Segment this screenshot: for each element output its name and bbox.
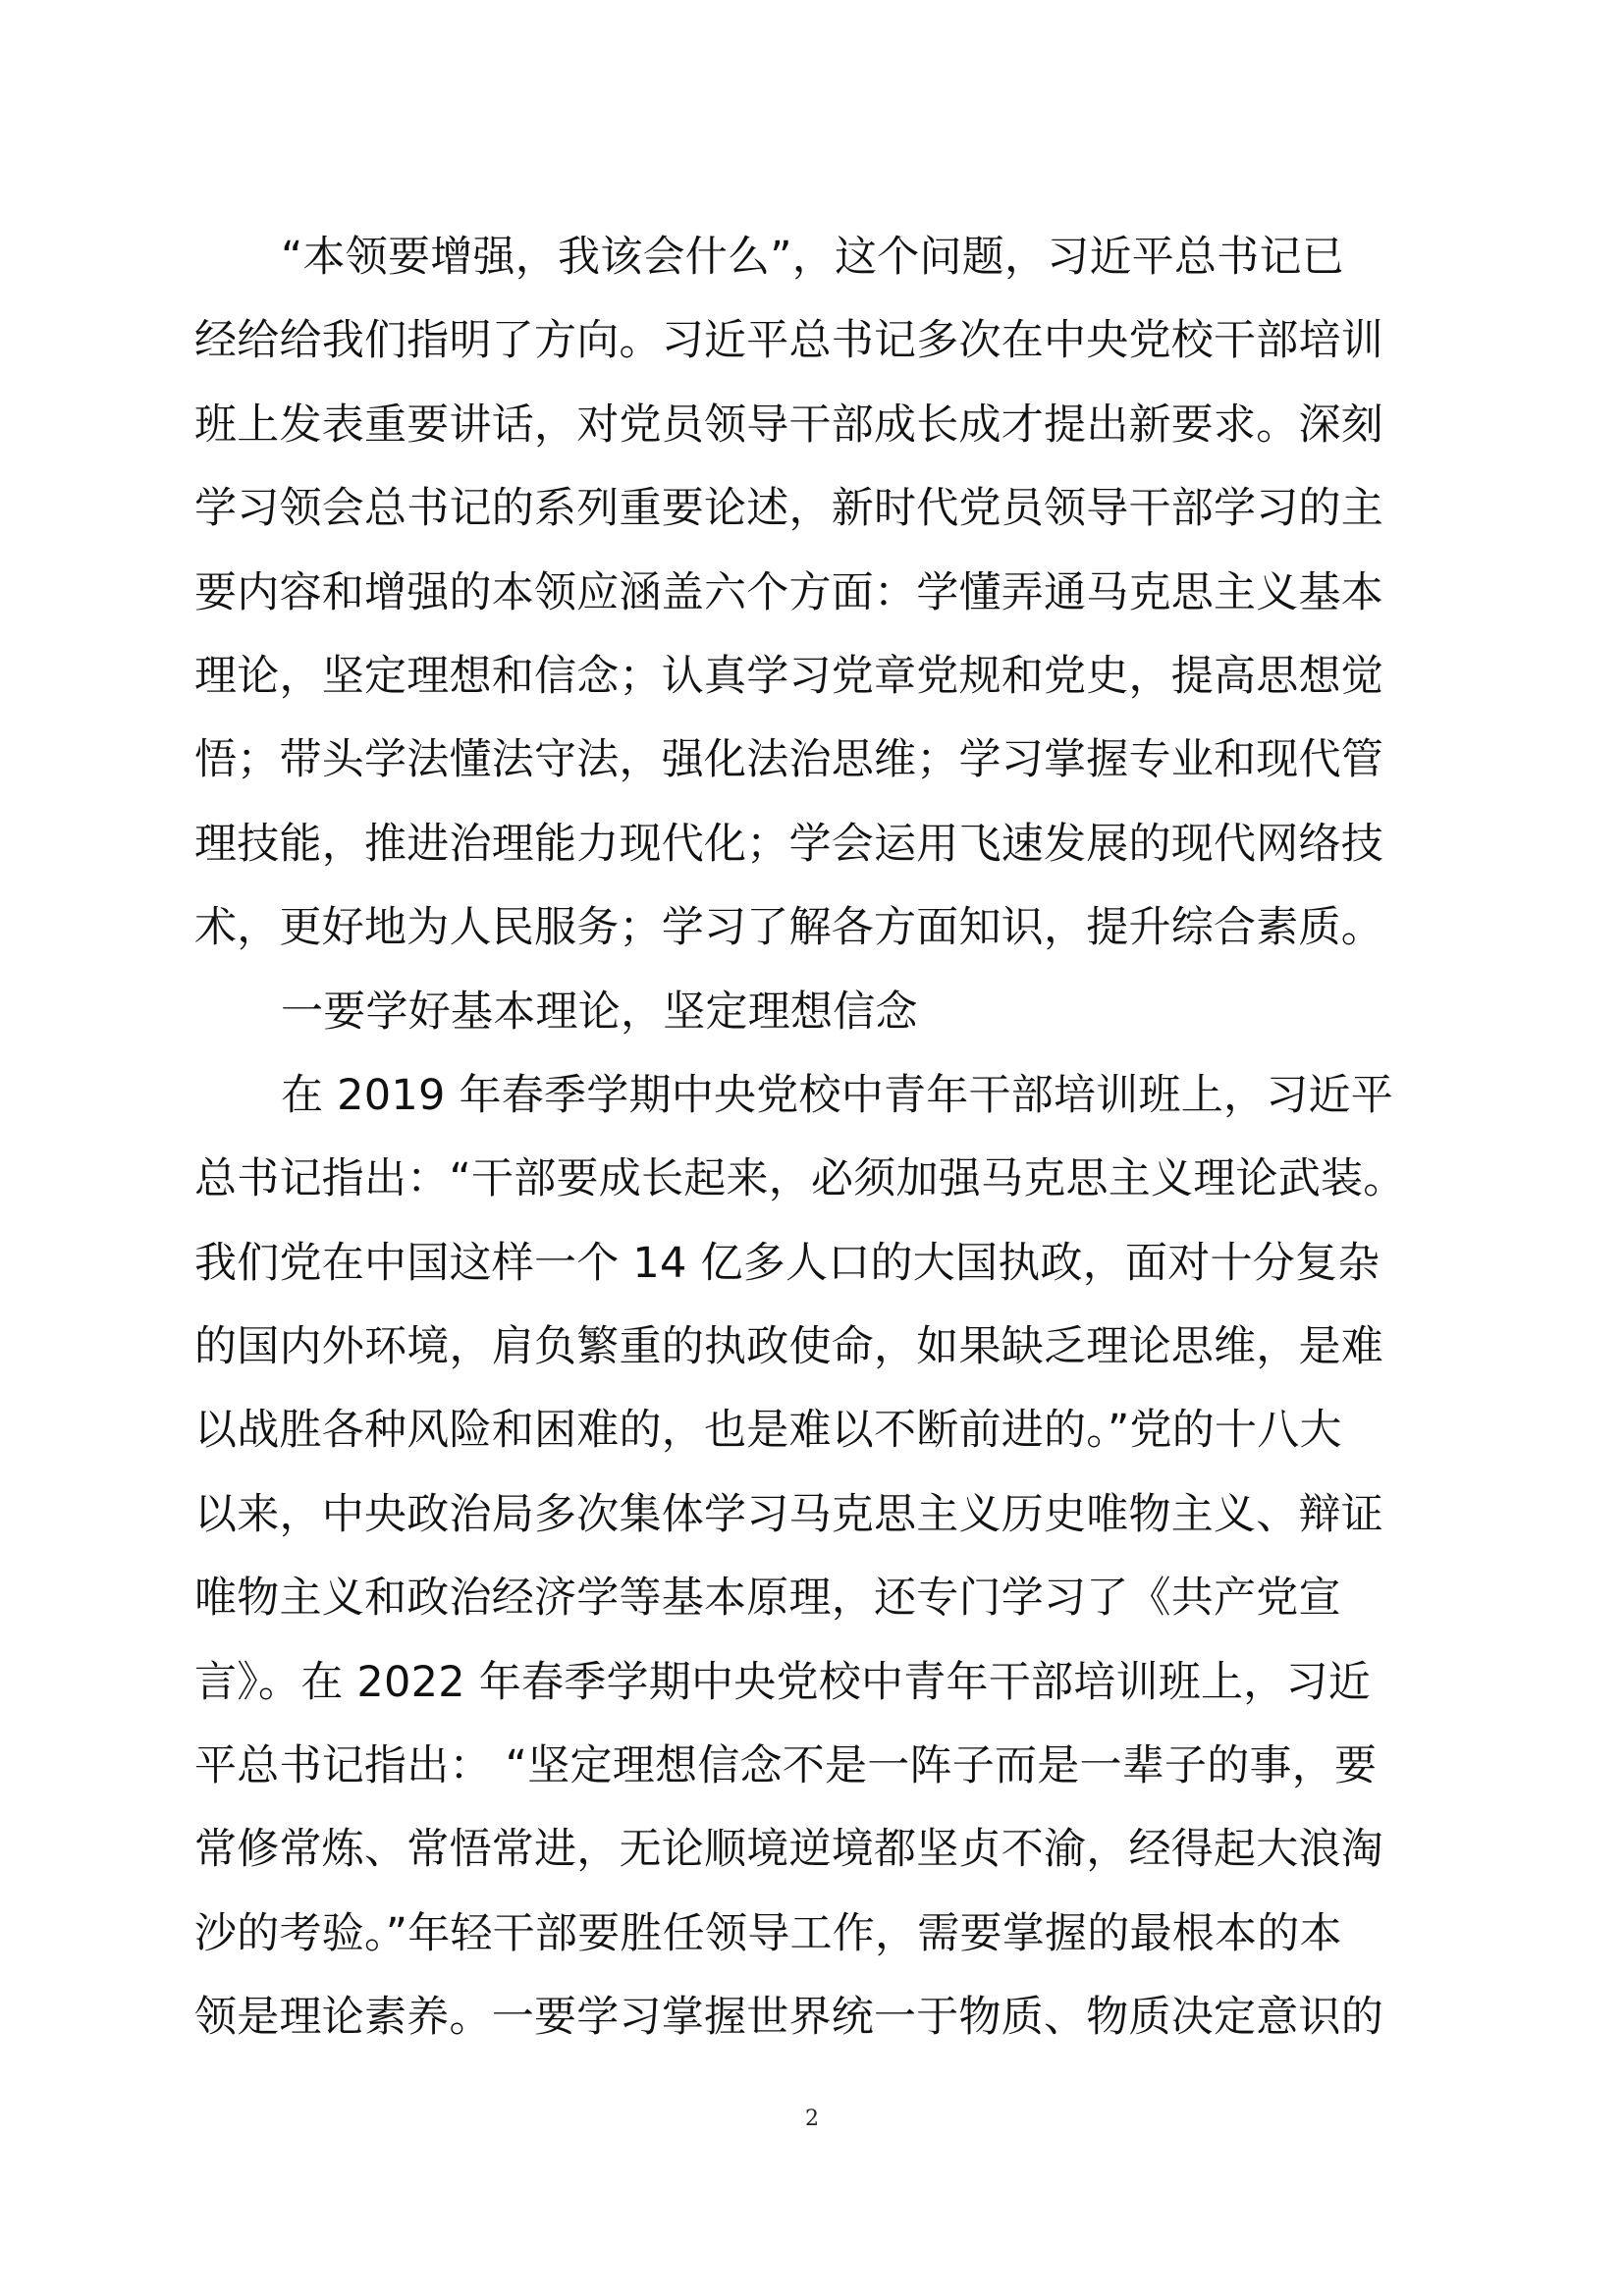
paragraph-line: 学习领会总书记的系列重要论述，新时代党员领导干部学习的主 (194, 484, 1383, 534)
paragraph-line: 理技能，推进治理能力现代化；学会运用飞速发展的现代网络技 (194, 819, 1383, 869)
paragraph-line: 唯物主义和政治经济学等基本原理，还专门学习了《共产党宣 (194, 1574, 1341, 1624)
paragraph-line: 言》。在 2022 年春季学期中央党校中青年干部培训班上，习近 (194, 1657, 1372, 1707)
document-body (194, 216, 1435, 2060)
paragraph-line: 常修常炼、常悟常进，无论顺境逆境都坚贞不渝，经得起大浪淘 (194, 1825, 1383, 1875)
paragraph-line: 班上发表重要讲话，对党员领导干部成长成才提出新要求。深刻 (194, 400, 1383, 450)
paragraph-line: 经给给我们指明了方向。习近平总书记多次在中央党校干部培训 (194, 316, 1383, 366)
paragraph-line: 总书记指出：“干部要成长起来，必须加强马克思主义理论武装。 (194, 1154, 1406, 1204)
paragraph-line: 的国内外环境，肩负繁重的执政使命，如果缺乏理论思维，是难 (194, 1322, 1383, 1372)
paragraph-line: 理论，坚定理想和信念；认真学习党章党规和党史，提高思想觉 (194, 651, 1383, 701)
paragraph-line: 领是理论素养。一要学习掌握世界统一于物质、物质决定意识的 (194, 1993, 1383, 2043)
paragraph-line: 沙的考验。”年轻干部要胜任领导工作，需要掌握的最根本的本 (194, 1908, 1342, 1958)
section-heading: 一要学好基本理论，坚定理想信念 (281, 987, 918, 1037)
paragraph-line: 悟；带头学法懂法守法，强化法治思维；学习掌握专业和现代管 (194, 735, 1383, 785)
paragraph-line: “本领要增强，我该会什么”，这个问题，习近平总书记已 (281, 233, 1345, 282)
paragraph-line: 术，更好地为人民服务；学习了解各方面知识，提升综合素质。 (194, 903, 1383, 953)
paragraph-line: 以来，中央政治局多次集体学习马克思主义历史唯物主义、辩证 (194, 1489, 1383, 1539)
paragraph-line: 以战胜各种风险和困难的，也是难以不断前进的。”党的十八大 (194, 1406, 1342, 1456)
paragraph-line: 我们党在中国这样一个 14 亿多人口的大国执政，面对十分复杂 (194, 1238, 1380, 1288)
paragraph-line: 平总书记指出： “坚定理想信念不是一阵子而是一辈子的事，要 (194, 1741, 1378, 1791)
paragraph-line: 在 2019 年春季学期中央党校中青年干部培训班上，习近平 (281, 1070, 1394, 1120)
page-number: 2 (805, 2107, 819, 2131)
paragraph-line: 要内容和增强的本领应涵盖六个方面：学懂弄通马克思主义基本 (194, 567, 1383, 617)
